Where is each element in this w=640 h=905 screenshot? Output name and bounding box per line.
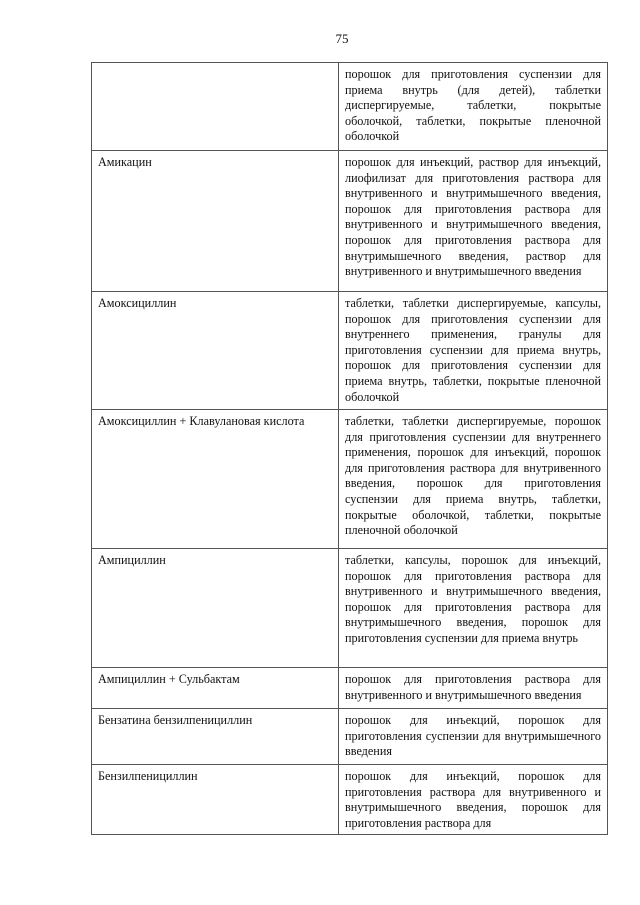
table-row xyxy=(92,668,608,709)
drug-forms-table xyxy=(91,62,608,835)
dosage-forms: таблетки, капсулы, порошок для инъекций, порошок для приготовления раствора для внутривенного и внутримышечного введения, порошок для приготовления раствора для внутримышечного введения, порошок для приготовления суспензии для приема внутрь xyxy=(339,549,608,668)
drug-name: Ампициллин xyxy=(92,549,339,668)
table-row xyxy=(92,63,608,151)
table-row xyxy=(92,765,608,835)
drug-name: Амоксициллин + Клавулановая кислота xyxy=(92,410,339,549)
table-row xyxy=(92,410,608,549)
page-number: 75 xyxy=(335,31,349,46)
dosage-forms: порошок для приготовления суспензии для приема внутрь (для детей), таблетки диспергируемые, таблетки, покрытые оболочкой, таблетки, покрытые пленочной оболочкой xyxy=(339,63,608,151)
dosage-forms: таблетки, таблетки диспергируемые, капсулы, порошок для приготовления суспензии для внутреннего применения, гранулы для приготовления суспензии для приема внутрь, порошок для приготовления суспензии для приема внутрь, таблетки, покрытые пленочной оболочкой xyxy=(339,292,608,410)
drug-name: Амоксициллин xyxy=(92,292,339,410)
drug-name: Бензатина бензилпенициллин xyxy=(92,709,339,765)
table-row xyxy=(92,549,608,668)
dosage-forms: порошок для приготовления раствора для внутривенного и внутримышечного введения xyxy=(339,668,608,709)
dosage-forms: порошок для инъекций, раствор для инъекций, лиофилизат для приготовления раствора для внутривенного и внутримышечного введения, порошок для приготовления раствора для внутривенного и внутримышечного введения, порошок для приготовления раствора для внутримышечного введения, раствор для внутривенного и внутримышечного введения xyxy=(339,151,608,292)
drug-name xyxy=(92,63,339,151)
drug-name: Ампициллин + Сульбактам xyxy=(92,668,339,709)
dosage-forms: порошок для инъекций, порошок для приготовления раствора для внутривенного и внутримышечного введения, порошок для приготовления раствора для xyxy=(339,765,608,835)
table-row xyxy=(92,709,608,765)
drug-name: Амикацин xyxy=(92,151,339,292)
dosage-forms: порошок для инъекций, порошок для приготовления суспензии для внутримышечного введения xyxy=(339,709,608,765)
table-row xyxy=(92,292,608,410)
drug-name: Бензилпенициллин xyxy=(92,765,339,835)
dosage-forms: таблетки, таблетки диспергируемые, порошок для приготовления суспензии для внутреннего применения, порошок для инъекций, порошок для приготовления раствора для внутривенного введения, порошок для приготовления суспензии для приема внутрь, таблетки, покрытые оболочкой, таблетки, покрытые пленочной оболочкой xyxy=(339,410,608,549)
table-row xyxy=(92,151,608,292)
